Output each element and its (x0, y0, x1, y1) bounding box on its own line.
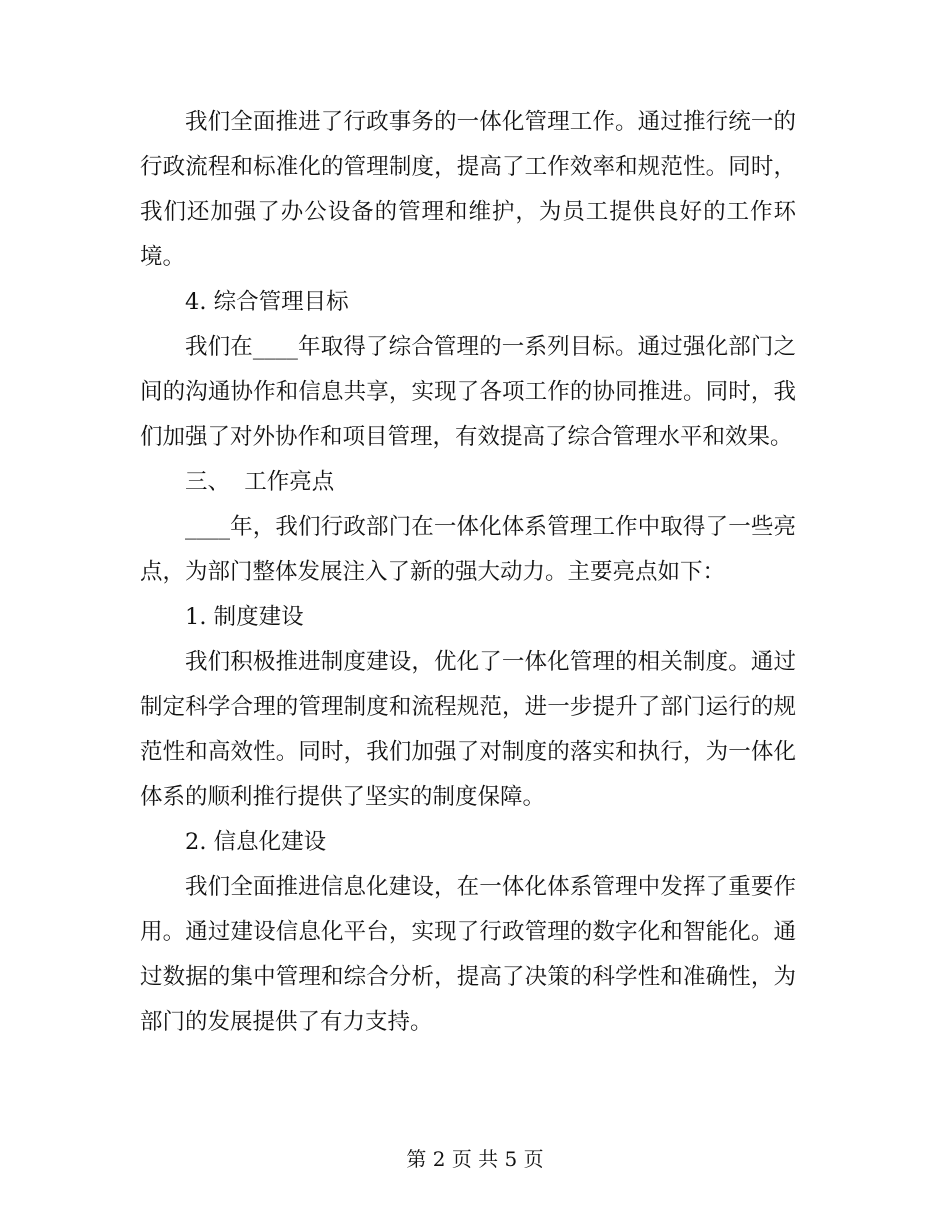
heading-informatization: 2. 信息化建设 (185, 829, 327, 855)
document-body (140, 100, 796, 1045)
paragraph-comprehensive-goals: 我们在____年取得了综合管理的一系列目标。通过强化部门之间的沟通协作和信息共享，实现了各项工作的协同推进。同时，我们加强了对外协作和项目管理，有效提高了综合管理水平和效果。 (140, 334, 796, 450)
paragraph-highlights-intro: ____年，我们行政部门在一体化体系管理工作中取得了一些亮点，为部门整体发展注入了新的强大动力。主要亮点如下： (140, 514, 796, 585)
page-number-footer: 第 2 页 共 5 页 (406, 1147, 544, 1171)
heading-system-building: 1. 制度建设 (185, 604, 304, 630)
paragraph-system-building: 我们积极推进制度建设，优化了一体化管理的相关制度。通过制定科学合理的管理制度和流程规范，进一步提升了部门运行的规范性和高效性。同时，我们加强了对制度的落实和执行，为一体化体系的顺利推行提供了坚实的制度保障。 (140, 649, 796, 810)
paragraph-admin-integration: 我们全面推进了行政事务的一体化管理工作。通过推行统一的行政流程和标准化的管理制度，提高了工作效率和规范性。同时，我们还加强了办公设备的管理和维护，为员工提供良好的工作环境。 (140, 109, 796, 270)
paragraph-informatization: 我们全面推进信息化建设，在一体化体系管理中发挥了重要作用。通过建设信息化平台，实现了行政管理的数字化和智能化。通过数据的集中管理和综合分析，提高了决策的科学性和准确性，为部门的发展提供了有力支持。 (140, 874, 796, 1035)
heading-work-highlights: 三、 工作亮点 (185, 469, 335, 495)
heading-comprehensive-goals: 4. 综合管理目标 (185, 289, 349, 315)
